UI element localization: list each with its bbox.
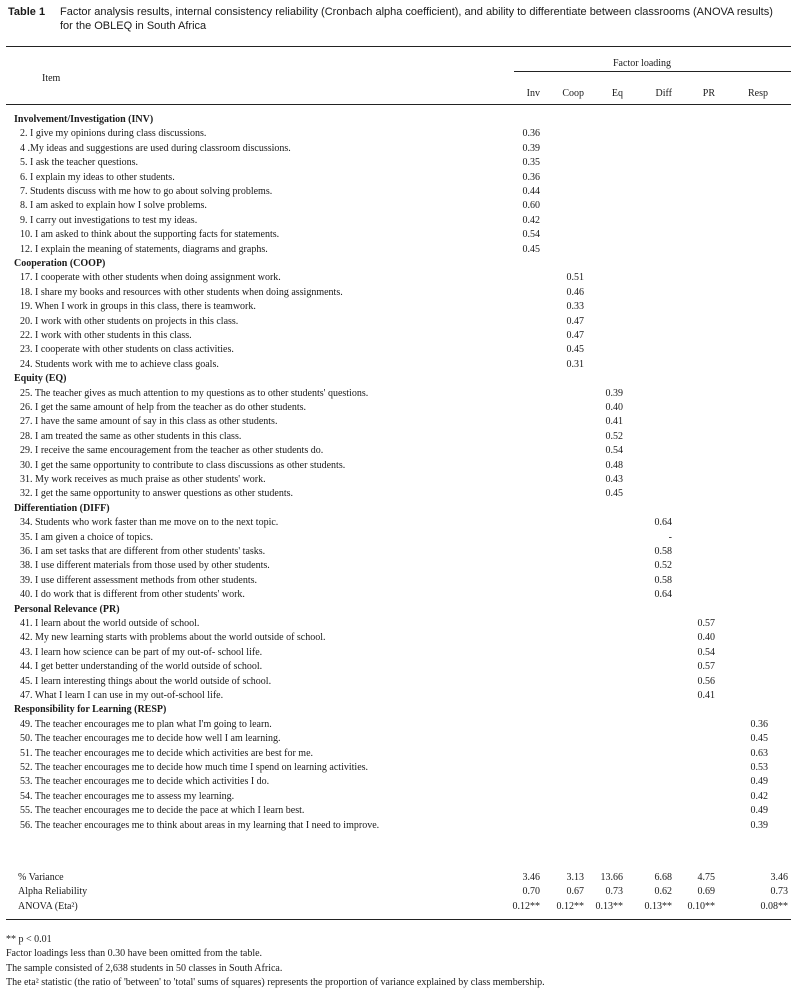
section-title: Involvement/Investigation (INV): [14, 114, 154, 125]
summary-value: 0.67: [566, 886, 584, 898]
factor-loading-value: 0.58: [654, 546, 672, 557]
item-text: 6. I explain my ideas to other students.: [20, 171, 175, 183]
footnote: The eta² statistic (the ratio of 'between' to 'total' sums of squares) represents the proportion of variance explained by class membership.: [6, 977, 545, 989]
summary-label: % Variance: [18, 872, 64, 883]
item-text: 45. I learn interesting things about the world outside of school.: [20, 675, 272, 687]
item-text: 17. I cooperate with other students when doing assignment work.: [20, 272, 281, 284]
item-text: 7. Students discuss with me how to go about solving problems.: [20, 186, 273, 197]
summary-value: 0.10**: [687, 900, 715, 912]
item-text: 2. I give my opinions during class discussions.: [20, 128, 207, 140]
top-rule: [6, 46, 791, 47]
item-text: 23. I cooperate with other students on class activities.: [20, 344, 234, 356]
item-text: 30. I get the same opportunity to contribute to class discussions as other students.: [20, 459, 346, 471]
column-header-inv: Inv: [526, 88, 540, 99]
footnote: ** p < 0.01: [6, 934, 52, 945]
section-title: Cooperation (COOP): [14, 258, 106, 269]
column-header-eq: Eq: [611, 88, 623, 99]
summary-value: 3.46: [522, 872, 540, 883]
factor-loading-value: 0.58: [654, 574, 672, 586]
item-text: 9. I carry out investigations to test my ideas.: [20, 214, 198, 226]
item-text: 49. The teacher encourages me to plan what I'm going to learn.: [20, 718, 272, 730]
summary-value: 0.12**: [556, 900, 584, 912]
summary-label: Alpha Reliability: [18, 886, 88, 898]
factor-loading-value: 0.49: [750, 805, 768, 817]
item-text: 56. The teacher encourages me to think about areas in my learning that I need to improve.: [20, 819, 380, 831]
item-text: 25. The teacher gives as much attention to my questions as to other students' questions.: [20, 387, 369, 399]
section-title: Differentiation (DIFF): [14, 502, 110, 514]
summary-value: 0.08**: [760, 900, 788, 912]
factor-loading-value: 0.41: [605, 416, 623, 428]
item-text: 8. I am asked to explain how I solve problems.: [20, 200, 207, 212]
item-column-header: Item: [42, 73, 61, 84]
factor-loading-value: 0.39: [750, 819, 768, 831]
item-text: 4 .My ideas and suggestions are used during classroom discussions.: [20, 142, 291, 154]
item-text: 40. I do work that is different from other students' work.: [20, 589, 245, 601]
factor-loading-value: 0.45: [605, 488, 623, 500]
factor-loading-value: 0.35: [522, 157, 540, 169]
item-text: 29. I receive the same encouragement from the teacher as other students do.: [20, 445, 324, 457]
factor-loading-value: 0.57: [697, 661, 715, 673]
summary-value: 0.69: [697, 886, 715, 898]
factor-loading-rule: [514, 71, 791, 72]
factor-loading-value: 0.42: [522, 214, 540, 226]
factor-loading-value: 0.42: [750, 790, 768, 802]
item-text: 5. I ask the teacher questions.: [20, 157, 139, 169]
factor-loading-value: 0.40: [697, 632, 715, 644]
table-footnotes: [6, 933, 791, 991]
item-text: 31. My work receives as much praise as other students' work.: [20, 474, 266, 485]
item-text: 47. What I learn I can use in my out-of-school life.: [20, 690, 224, 701]
factor-loading-value: 0.64: [654, 517, 672, 529]
item-text: 26. I get the same amount of help from the teacher as do other students.: [20, 402, 307, 413]
item-text: 36. I am set tasks that are different from other students' tasks.: [20, 546, 266, 557]
item-text: 38. I use different materials from those used by other students.: [20, 560, 270, 572]
factor-loading-value: 0.45: [750, 733, 768, 745]
factor-loading-value: 0.40: [605, 402, 623, 413]
factor-loading-value: 0.36: [522, 128, 540, 140]
summary-value: 3.46: [770, 872, 788, 883]
factor-loading-value: 0.36: [750, 718, 768, 730]
item-text: 41. I learn about the world outside of school.: [20, 618, 200, 629]
item-text: 27. I have the same amount of say in this class as other students.: [20, 416, 278, 428]
factor-loading-value: 0.46: [566, 286, 584, 298]
factor-loading-value: -: [668, 531, 672, 543]
section-title: Equity (EQ): [14, 373, 67, 385]
item-text: 32. I get the same opportunity to answer questions as other students.: [20, 488, 294, 500]
table-title: Factor analysis results, internal consistency reliability (Cronbach alpha coefficient), and ability to differentiate between classrooms (ANOVA results) for the OBLEQ in South Africa: [60, 6, 773, 32]
item-text: 28. I am treated the same as other students in this class.: [20, 430, 242, 442]
item-text: 53. The teacher encourages me to decide which activities I do.: [20, 776, 270, 788]
summary-value: 0.62: [654, 886, 672, 898]
factor-loading-value: 0.47: [566, 315, 584, 327]
item-text: 54. The teacher encourages me to assess my learning.: [20, 790, 235, 802]
header-rule: [6, 104, 791, 105]
factor-loading-value: 0.53: [750, 762, 768, 773]
item-text: 12. I explain the meaning of statements, diagrams and graphs.: [20, 243, 268, 255]
factor-loading-value: 0.36: [522, 171, 540, 183]
factor-loading-value: 0.60: [522, 200, 540, 212]
summary-value: 0.70: [522, 886, 540, 898]
factor-loading-value: 0.31: [566, 358, 584, 370]
item-text: 24. Students work with me to achieve class goals.: [20, 358, 219, 370]
column-header-coop: Coop: [562, 88, 584, 99]
item-text: 50. The teacher encourages me to decide how well I am learning.: [20, 733, 281, 745]
factor-loading-value: 0.63: [750, 747, 768, 759]
factor-loading-value: 0.51: [566, 272, 584, 284]
summary-value: 0.13**: [595, 900, 623, 912]
item-text: 39. I use different assessment methods from other students.: [20, 574, 257, 586]
factor-loading-value: 0.47: [566, 330, 584, 341]
summary-value: 0.73: [605, 886, 623, 898]
item-text: 44. I get better understanding of the world outside of school.: [20, 661, 263, 673]
item-text: 22. I work with other students in this class.: [20, 330, 192, 341]
item-text: 52. The teacher encourages me to decide how much time I spend on learning activities.: [20, 762, 369, 773]
factor-loading-value: 0.33: [566, 301, 584, 313]
item-text: 55. The teacher encourages me to decide the pace at which I learn best.: [20, 805, 305, 817]
summary-value: 6.68: [654, 872, 672, 883]
summary-value: 0.12**: [512, 900, 540, 912]
summary-value: 3.13: [566, 872, 584, 883]
section-title: Personal Relevance (PR): [14, 603, 120, 615]
summary-value: 13.66: [600, 872, 623, 883]
bottom-rule: [6, 919, 791, 920]
summary-value: 0.13**: [644, 900, 672, 912]
item-text: 43. I learn how science can be part of my out-of- school life.: [20, 646, 263, 658]
column-header-diff: Diff: [655, 88, 672, 99]
item-text: 18. I share my books and resources with other students when doing assignments.: [20, 286, 343, 298]
item-text: 10. I am asked to think about the supporting facts for statements.: [20, 229, 280, 241]
item-text: 42. My new learning starts with problems about the world outside of school.: [20, 632, 326, 644]
factor-loading-value: 0.41: [697, 690, 715, 701]
factor-loading-value: 0.52: [605, 430, 623, 442]
column-header-resp: Resp: [748, 88, 768, 99]
factor-loading-header: Factor loading: [613, 58, 672, 69]
factor-loading-value: 0.39: [605, 387, 623, 399]
factor-loading-value: 0.45: [566, 344, 584, 356]
summary-value: 0.73: [770, 886, 788, 898]
summary-label: ANOVA (Eta²): [18, 900, 78, 912]
factor-loading-value: 0.54: [605, 445, 623, 457]
factor-loading-value: 0.43: [605, 474, 623, 485]
factor-loading-value: 0.39: [522, 142, 540, 154]
item-text: 19. When I work in groups in this class, there is teamwork.: [20, 301, 256, 313]
factor-loading-value: 0.52: [654, 560, 672, 572]
item-text: 35. I am given a choice of topics.: [20, 531, 154, 543]
factor-loading-value: 0.54: [522, 229, 540, 241]
column-header-pr: PR: [702, 88, 715, 99]
table-label: Table 1: [8, 6, 46, 18]
factor-loading-value: 0.56: [697, 675, 715, 687]
factor-loading-value: 0.48: [605, 459, 623, 471]
table-caption: [8, 6, 788, 33]
item-text: 51. The teacher encourages me to decide which activities are best for me.: [20, 747, 314, 759]
factor-loading-value: 0.57: [697, 618, 715, 629]
factor-loading-value: 0.54: [697, 646, 715, 658]
item-text: 20. I work with other students on projects in this class.: [20, 315, 239, 327]
footnote: The sample consisted of 2,638 students in 50 classes in South Africa.: [6, 962, 283, 974]
footnote: Factor loadings less than 0.30 have been omitted from the table.: [6, 948, 263, 960]
factor-loading-value: 0.45: [522, 243, 540, 255]
factor-loading-value: 0.64: [654, 589, 672, 601]
factor-loading-value: 0.44: [522, 186, 540, 197]
item-text: 34. Students who work faster than me move on to the next topic.: [20, 517, 279, 529]
section-title: Responsibility for Learning (RESP): [14, 704, 167, 716]
summary-value: 4.75: [697, 872, 715, 883]
factor-loading-value: 0.49: [750, 776, 768, 788]
